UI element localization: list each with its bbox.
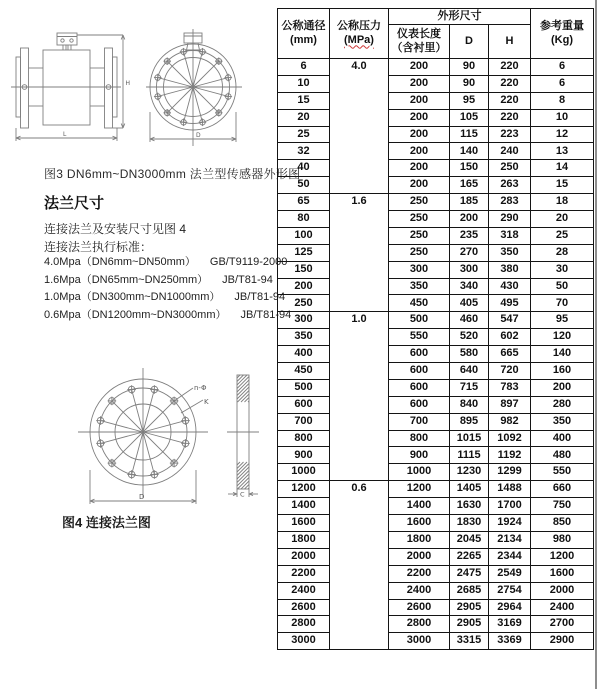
cell-h: 495 [489, 295, 531, 312]
cell-length: 2200 [389, 565, 450, 582]
cell-d: 2045 [450, 531, 489, 548]
cell-dn: 25 [278, 126, 330, 143]
table-row [278, 548, 594, 565]
dim-label-c: C [240, 490, 245, 499]
table-row [278, 126, 594, 143]
cell-h: 350 [489, 244, 531, 261]
cell-length: 550 [389, 329, 450, 346]
table-row [278, 430, 594, 447]
dim-label-h: H [125, 80, 131, 87]
cell-h: 240 [489, 143, 531, 160]
hatch-top [237, 375, 249, 402]
cell-pressure: 4.0 [330, 59, 389, 194]
cell-weight: 850 [531, 515, 594, 532]
table-row [278, 295, 594, 312]
cell-dn: 200 [278, 278, 330, 295]
cell-d: 105 [450, 109, 489, 126]
cell-length: 250 [389, 211, 450, 228]
cell-weight: 13 [531, 143, 594, 160]
cell-length: 200 [389, 109, 450, 126]
cell-h: 430 [489, 278, 531, 295]
cell-d: 90 [450, 75, 489, 92]
cell-d: 1630 [450, 498, 489, 515]
cell-weight: 1200 [531, 548, 594, 565]
cell-weight: 1600 [531, 565, 594, 582]
cell-length: 250 [389, 194, 450, 211]
cell-length: 1400 [389, 498, 450, 515]
cell-dn: 700 [278, 413, 330, 430]
cell-d: 405 [450, 295, 489, 312]
pressure-unit: (MPa) [344, 33, 374, 46]
cell-weight: 980 [531, 531, 594, 548]
cell-length: 600 [389, 363, 450, 380]
cell-weight: 350 [531, 413, 594, 430]
cell-length: 1600 [389, 515, 450, 532]
cell-h: 220 [489, 75, 531, 92]
cell-dn: 150 [278, 261, 330, 278]
cell-length: 200 [389, 177, 450, 194]
cell-dn: 20 [278, 109, 330, 126]
cell-weight: 2900 [531, 633, 594, 650]
cell-dn: 6 [278, 59, 330, 76]
cell-pressure: 1.0 [330, 312, 389, 481]
table-row [278, 633, 594, 650]
cell-dn: 2600 [278, 599, 330, 616]
cell-d: 2905 [450, 616, 489, 633]
cell-d: 1830 [450, 515, 489, 532]
col-header-dims: 外形尺寸 [389, 9, 531, 25]
cell-h: 897 [489, 396, 531, 413]
dimensions-table [277, 8, 594, 650]
cell-h: 2964 [489, 599, 531, 616]
table-row [278, 363, 594, 380]
cell-h: 220 [489, 59, 531, 76]
dim-label-d: D [196, 132, 201, 139]
header-row-1 [278, 9, 594, 25]
table-row [278, 515, 594, 532]
cell-length: 450 [389, 295, 450, 312]
cell-dn: 1800 [278, 531, 330, 548]
cell-weight: 660 [531, 481, 594, 498]
figure4-caption: 图4 连接法兰图 [62, 515, 151, 530]
cell-length: 2000 [389, 548, 450, 565]
table-row [278, 616, 594, 633]
figure4-drawing [0, 362, 275, 512]
cell-weight: 550 [531, 464, 594, 481]
cell-length: 200 [389, 143, 450, 160]
table-row [278, 109, 594, 126]
cell-d: 115 [450, 126, 489, 143]
cell-h: 318 [489, 227, 531, 244]
standard-line [44, 272, 291, 290]
table-row [278, 464, 594, 481]
cell-length: 2600 [389, 599, 450, 616]
table-row [278, 329, 594, 346]
cell-d: 270 [450, 244, 489, 261]
cell-d: 150 [450, 160, 489, 177]
cell-weight: 14 [531, 160, 594, 177]
cell-weight: 120 [531, 329, 594, 346]
cell-length: 600 [389, 396, 450, 413]
cell-dn: 80 [278, 211, 330, 228]
cell-weight: 10 [531, 109, 594, 126]
cell-weight: 200 [531, 379, 594, 396]
table-header [278, 9, 594, 59]
cell-h: 783 [489, 379, 531, 396]
cell-h: 1299 [489, 464, 531, 481]
cell-length: 500 [389, 312, 450, 329]
table-row [278, 599, 594, 616]
cell-weight: 15 [531, 177, 594, 194]
cell-d: 2265 [450, 548, 489, 565]
cell-dn: 800 [278, 430, 330, 447]
cell-h: 223 [489, 126, 531, 143]
cell-length: 800 [389, 430, 450, 447]
cell-h: 2344 [489, 548, 531, 565]
table-row [278, 59, 594, 76]
standard-line [44, 254, 291, 272]
cell-weight: 50 [531, 278, 594, 295]
cell-weight: 6 [531, 75, 594, 92]
flange-section-line2: 连接法兰执行标准： [44, 240, 153, 254]
table-row [278, 312, 594, 329]
table-body [278, 59, 594, 650]
cell-d: 165 [450, 177, 489, 194]
cell-dn: 1000 [278, 464, 330, 481]
cell-d: 2685 [450, 582, 489, 599]
cell-dn: 50 [278, 177, 330, 194]
cell-dn: 32 [278, 143, 330, 160]
cell-length: 2400 [389, 582, 450, 599]
table-row [278, 379, 594, 396]
table-row [278, 565, 594, 582]
standard-code: JB/T81-94 [222, 273, 273, 286]
standard-range: 0.6Mpa（DN1200mm~DN3000mm） [44, 308, 227, 321]
leader-label-n-phi: n-Φ [194, 384, 207, 392]
page-edge-line [595, 0, 597, 689]
cell-dn: 350 [278, 329, 330, 346]
table-row [278, 143, 594, 160]
standard-range: 1.0Mpa（DN300mm~DN1000mm） [44, 291, 221, 304]
cell-h: 263 [489, 177, 531, 194]
cell-d: 140 [450, 143, 489, 160]
cell-weight: 2700 [531, 616, 594, 633]
cell-weight: 160 [531, 363, 594, 380]
standard-code: JB/T81-94 [234, 291, 286, 304]
col-header-weight: 参考重量 (Kg) [531, 9, 594, 59]
cell-d: 895 [450, 413, 489, 430]
standard-range: 4.0Mpa（DN6mm~DN50mm） [44, 256, 196, 268]
cell-d: 1115 [450, 447, 489, 464]
cell-dn: 500 [278, 379, 330, 396]
cell-h: 1924 [489, 515, 531, 532]
table-row [278, 160, 594, 177]
table-row [278, 278, 594, 295]
cell-d: 340 [450, 278, 489, 295]
cell-weight: 2400 [531, 599, 594, 616]
cell-h: 2549 [489, 565, 531, 582]
cell-length: 700 [389, 413, 450, 430]
table-row [278, 261, 594, 278]
cell-dn: 600 [278, 396, 330, 413]
cell-dn: 400 [278, 346, 330, 363]
cell-d: 200 [450, 211, 489, 228]
cell-weight: 6 [531, 59, 594, 76]
cell-length: 200 [389, 59, 450, 76]
cell-dn: 450 [278, 363, 330, 380]
cell-weight: 750 [531, 498, 594, 515]
cell-length: 350 [389, 278, 450, 295]
cell-h: 220 [489, 92, 531, 109]
cell-weight: 95 [531, 312, 594, 329]
cell-weight: 280 [531, 396, 594, 413]
cell-length: 250 [389, 227, 450, 244]
table-row [278, 498, 594, 515]
table-row [278, 531, 594, 548]
flange-standards-list [44, 254, 291, 324]
cell-dn: 1400 [278, 498, 330, 515]
cell-weight: 25 [531, 227, 594, 244]
cell-h: 1700 [489, 498, 531, 515]
leader-label-k: K [204, 398, 209, 406]
cell-dn: 40 [278, 160, 330, 177]
cell-dn: 2000 [278, 548, 330, 565]
cell-dn: 2800 [278, 616, 330, 633]
cell-weight: 480 [531, 447, 594, 464]
cell-d: 460 [450, 312, 489, 329]
cell-d: 95 [450, 92, 489, 109]
cell-h: 3369 [489, 633, 531, 650]
cell-weight: 70 [531, 295, 594, 312]
cell-dn: 3000 [278, 633, 330, 650]
cell-length: 300 [389, 261, 450, 278]
cell-weight: 20 [531, 211, 594, 228]
cell-dn: 1200 [278, 481, 330, 498]
cell-dn: 1600 [278, 515, 330, 532]
cell-h: 220 [489, 109, 531, 126]
cell-d: 3315 [450, 633, 489, 650]
table-row [278, 211, 594, 228]
table-row [278, 227, 594, 244]
cell-length: 200 [389, 92, 450, 109]
cell-weight: 8 [531, 92, 594, 109]
flange-section-heading: 法兰尺寸 [44, 195, 105, 212]
table-row [278, 413, 594, 430]
col-header-dn: 公称通径 (mm) [278, 9, 330, 59]
cell-weight: 12 [531, 126, 594, 143]
col-header-d: D [450, 25, 489, 59]
table-row [278, 75, 594, 92]
cell-weight: 400 [531, 430, 594, 447]
cell-length: 200 [389, 160, 450, 177]
cell-h: 2134 [489, 531, 531, 548]
cell-length: 600 [389, 346, 450, 363]
cell-h: 250 [489, 160, 531, 177]
cell-d: 90 [450, 59, 489, 76]
cell-h: 3169 [489, 616, 531, 633]
cell-length: 1000 [389, 464, 450, 481]
cell-dn: 10 [278, 75, 330, 92]
cell-d: 1230 [450, 464, 489, 481]
cell-dn: 15 [278, 92, 330, 109]
cell-d: 185 [450, 194, 489, 211]
cell-pressure: 1.6 [330, 194, 389, 312]
cell-length: 250 [389, 244, 450, 261]
table-row [278, 396, 594, 413]
col-header-length: 仪表长度 （含衬里） [389, 25, 450, 59]
table-row [278, 194, 594, 211]
cell-length: 1200 [389, 481, 450, 498]
cell-h: 1092 [489, 430, 531, 447]
cell-d: 2475 [450, 565, 489, 582]
cell-length: 200 [389, 126, 450, 143]
cell-dn: 250 [278, 295, 330, 312]
cell-h: 720 [489, 363, 531, 380]
cell-h: 283 [489, 194, 531, 211]
cell-h: 1488 [489, 481, 531, 498]
cell-dn: 2400 [278, 582, 330, 599]
dim-label-l: L [63, 131, 67, 138]
figure3-caption: 图3 DN6mm~DN3000mm 法兰型传感器外形图 [44, 167, 301, 181]
cell-h: 547 [489, 312, 531, 329]
figure3-drawing [0, 0, 275, 160]
cell-dn: 900 [278, 447, 330, 464]
cell-dn: 100 [278, 227, 330, 244]
col-header-pressure: 公称压力 (MPa) [330, 9, 389, 59]
table-row [278, 346, 594, 363]
col-header-h: H [489, 25, 531, 59]
table-row [278, 244, 594, 261]
cell-h: 665 [489, 346, 531, 363]
standard-line [44, 289, 291, 307]
table-row [278, 582, 594, 599]
standard-line [44, 307, 291, 325]
cell-d: 580 [450, 346, 489, 363]
cell-weight: 18 [531, 194, 594, 211]
cell-d: 1015 [450, 430, 489, 447]
cell-dn: 65 [278, 194, 330, 211]
cell-d: 640 [450, 363, 489, 380]
table-row [278, 481, 594, 498]
cell-h: 2754 [489, 582, 531, 599]
table-row [278, 447, 594, 464]
table-row [278, 92, 594, 109]
cell-d: 1405 [450, 481, 489, 498]
cell-length: 900 [389, 447, 450, 464]
flange-section-line1: 连接法兰及安装尺寸见图 4 [44, 222, 187, 236]
table-row [278, 177, 594, 194]
cell-d: 715 [450, 379, 489, 396]
cell-dn: 2200 [278, 565, 330, 582]
cell-h: 982 [489, 413, 531, 430]
standard-code: JB/T81-94 [240, 308, 292, 321]
cell-length: 3000 [389, 633, 450, 650]
dim-label-d2: D [139, 493, 145, 501]
cell-h: 1192 [489, 447, 531, 464]
cell-d: 235 [450, 227, 489, 244]
cell-d: 2905 [450, 599, 489, 616]
cell-h: 602 [489, 329, 531, 346]
cell-dn: 125 [278, 244, 330, 261]
hatch-bottom [237, 462, 249, 489]
cell-dn: 300 [278, 312, 330, 329]
cell-h: 290 [489, 211, 531, 228]
cell-h: 380 [489, 261, 531, 278]
cell-d: 300 [450, 261, 489, 278]
cell-length: 600 [389, 379, 450, 396]
cell-d: 520 [450, 329, 489, 346]
cell-length: 200 [389, 75, 450, 92]
cell-d: 840 [450, 396, 489, 413]
cell-length: 2800 [389, 616, 450, 633]
cell-weight: 28 [531, 244, 594, 261]
standard-code: GB/T9119-2000 [209, 256, 288, 268]
cell-pressure: 0.6 [330, 481, 389, 650]
cell-weight: 30 [531, 261, 594, 278]
cell-length: 1800 [389, 531, 450, 548]
cell-weight: 2000 [531, 582, 594, 599]
standard-range: 1.6Mpa（DN65mm~DN250mm） [44, 273, 209, 286]
cell-weight: 140 [531, 346, 594, 363]
